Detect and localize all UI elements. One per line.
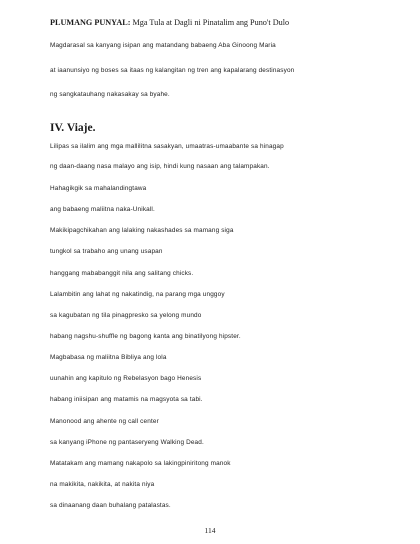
poem-line: ng daan-daang nasa malayo ang isip, hindi kung nasaan ang talampakan.	[50, 163, 270, 170]
poem-line: ang babaeng maliitna naka-Unikall.	[50, 206, 155, 213]
poem-line: habang nagshu-shuffle ng bagong kanta ang binatilyong hipster.	[50, 333, 241, 340]
poem-line: Lilipas sa ilalim ang mga mallilitna sasakyan, umaatras-umaabante sa hinagap	[50, 143, 284, 150]
poem-line: sa kagubatan ng tila pinagpresko sa yelong mundo	[50, 312, 202, 319]
poem-line: habang iniisipan ang matamis na magsyota sa tabi.	[50, 396, 203, 403]
poem-line: hanggang mababanggit nila ang salitang chicks.	[50, 270, 194, 277]
poem-line: Lalambitin ang lahat ng nakatindig, na parang mga unggoy	[50, 291, 225, 298]
intro-line: at iaanunsiyo ng boses sa itaas ng kalangitan ng tren ang kapalarang destinasyon	[50, 67, 295, 74]
intro-line: Magdarasal sa kanyang isipan ang matandang babaeng Aba Ginoong Maria	[50, 42, 276, 49]
poem-line: sa dinaanang daan buhalang patalastas.	[50, 502, 171, 509]
poem-line: sa kanyang iPhone ng pantaseryeng Walking Dead.	[50, 439, 204, 446]
poem-line: Hahagikgik sa mahalandingtawa	[50, 185, 147, 192]
intro-line: ng sangkatauhang nakasakay sa byahe.	[50, 91, 170, 98]
poem-line: tungkol sa trabaho ang unang usapan	[50, 248, 163, 255]
page-number: 114	[204, 526, 216, 535]
running-header	[50, 18, 380, 27]
poem-line: na makikita, nakikita, at nakita niya	[50, 481, 155, 488]
poem-line: Magbabasa ng maliitna Bibliya ang lola	[50, 354, 167, 361]
poem-line: uunahin ang kapitulo ng Rebelasyon bago Henesis	[50, 375, 202, 382]
book-title: PLUMANG PUNYAL:	[50, 18, 131, 27]
poem-line: Makikipagchikahan ang lalaking nakashades sa mamang siga	[50, 227, 234, 234]
poem-line: Manonood ang ahente ng call center	[50, 418, 159, 425]
section-heading: IV. Viaje.	[50, 122, 96, 134]
book-subtitle: Mga Tula at Dagli ni Pinatalim ang Puno't Dulo	[132, 18, 290, 27]
poem-line: Matatakam ang mamang nakapolo sa lakingpiniritong manok	[50, 460, 231, 467]
